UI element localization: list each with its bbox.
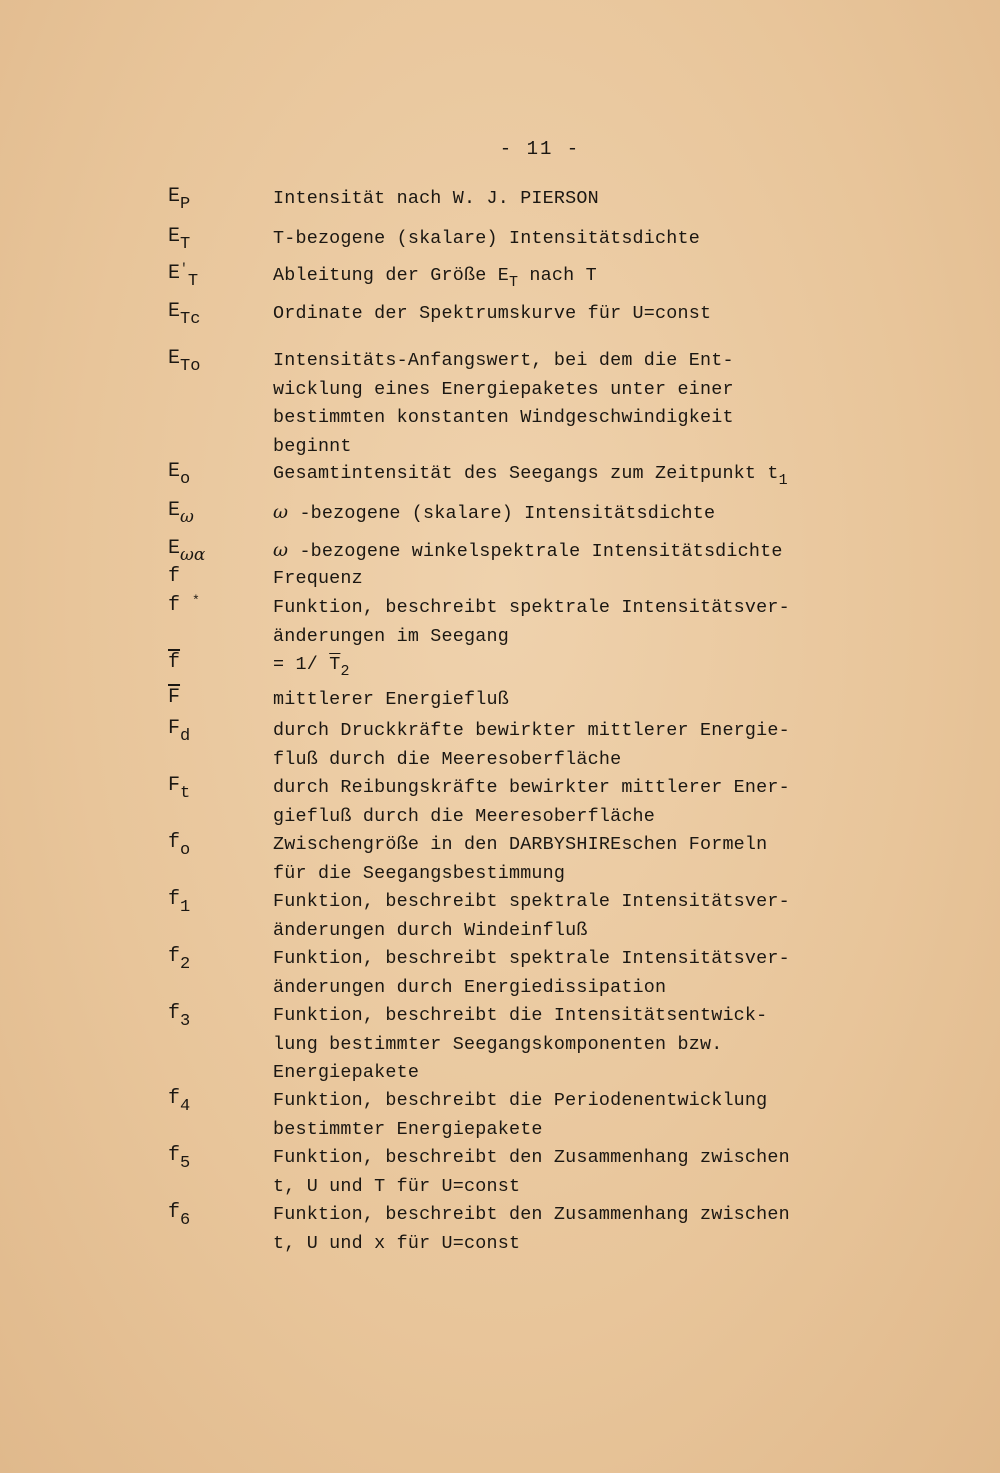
entry-description bbox=[273, 945, 833, 1002]
description-line: mittlerer Energiefluß bbox=[273, 689, 509, 710]
entry-description bbox=[273, 831, 833, 888]
entry-symbol: $f_3$ bbox=[168, 1002, 191, 1031]
description-line: ω -bezogene (skalare) Intensitätsdichte bbox=[273, 502, 716, 524]
entry-description bbox=[273, 888, 833, 945]
entry-symbol: $f_o$ bbox=[168, 831, 191, 860]
description-line: Funktion, beschreibt den Zusammenhang zwischen bbox=[273, 1204, 790, 1225]
entry-description bbox=[273, 717, 833, 774]
description-line: Funktion, beschreibt spektrale Intensitätsver- bbox=[273, 891, 790, 912]
description-line: = 1/ $\overline{T}_2$ bbox=[273, 654, 350, 680]
entry-description bbox=[273, 537, 833, 566]
description-line: änderungen durch Energiedissipation bbox=[273, 976, 667, 998]
description-line: ω -bezogene winkelspektrale Intensitätsdichte bbox=[273, 540, 783, 562]
entry-symbol: $f_2$ bbox=[168, 945, 191, 974]
description-line: t, U und T für U=const bbox=[273, 1175, 521, 1197]
entry-symbol: $f_6$ bbox=[168, 1201, 191, 1230]
entry-description bbox=[273, 225, 833, 254]
entry-symbol: $E_{Tc}$ bbox=[168, 300, 201, 329]
entry-description bbox=[273, 347, 833, 461]
entry-symbol: f * bbox=[168, 593, 200, 617]
entry-symbol: $E_{\omega\alpha}$ bbox=[168, 537, 206, 565]
entry-description bbox=[273, 1201, 833, 1258]
entry-description bbox=[273, 1087, 833, 1144]
description-line: Ordinate der Spektrumskurve für U=const bbox=[273, 303, 712, 324]
entry-description bbox=[273, 300, 833, 329]
description-line: Frequenz bbox=[273, 568, 363, 589]
entry-description bbox=[273, 594, 833, 651]
entry-description bbox=[273, 651, 833, 680]
entry-symbol: $F_t$ bbox=[168, 774, 191, 803]
entry-description bbox=[273, 686, 833, 715]
entry-symbol: $E_P$ bbox=[168, 185, 191, 214]
description-line: bestimmten konstanten Windgeschwindigkeit bbox=[273, 407, 734, 428]
description-line: änderungen durch Windeinfluß bbox=[273, 919, 588, 941]
entry-description bbox=[273, 499, 833, 528]
entry-symbol: $E_T$ bbox=[168, 225, 191, 254]
description-line: Zwischengröße in den DARBYSHIREschen Formeln bbox=[273, 834, 768, 855]
description-line: fluß durch die Meeresoberfläche bbox=[273, 748, 622, 770]
description-line: änderungen im Seegang bbox=[273, 625, 509, 647]
entry-symbol: $E_{To}$ bbox=[168, 347, 201, 376]
entry-symbol: $\overline{F}$ bbox=[168, 686, 181, 709]
description-line: beginnt bbox=[273, 435, 352, 457]
entry-description bbox=[273, 774, 833, 831]
description-line: für die Seegangsbestimmung bbox=[273, 862, 566, 884]
description-line: bestimmter Energiepakete bbox=[273, 1118, 543, 1140]
description-line: Funktion, beschreibt spektrale Intensitätsver- bbox=[273, 597, 790, 618]
description-line: Funktion, beschreibt den Zusammenhang zwischen bbox=[273, 1147, 790, 1168]
entry-description bbox=[273, 262, 833, 291]
description-line: durch Reibungskräfte bewirkter mittlerer Ener- bbox=[273, 777, 790, 798]
entry-symbol: $\overline{f}$ bbox=[168, 651, 181, 674]
entry-symbol: $F_d$ bbox=[168, 717, 191, 746]
entry-description bbox=[273, 1144, 833, 1201]
description-line: Ableitung der Größe $E_T$ nach T bbox=[273, 265, 597, 291]
entry-symbol: $f_4$ bbox=[168, 1087, 191, 1116]
description-line: T-bezogene (skalare) Intensitätsdichte bbox=[273, 228, 700, 249]
description-line: Intensitäts-Anfangswert, bei dem die Ent- bbox=[273, 350, 734, 371]
description-line: Intensität nach W. J. PIERSON bbox=[273, 188, 599, 209]
entry-description bbox=[273, 460, 833, 489]
entry-symbol: $f_5$ bbox=[168, 1144, 191, 1173]
description-line: Energiepakete bbox=[273, 1062, 420, 1083]
description-line: Gesamtintensität des Seegangs zum Zeitpunkt $t_1$ bbox=[273, 463, 788, 489]
entry-symbol: $E_\omega$ bbox=[168, 499, 194, 527]
description-line: Funktion, beschreibt die Intensitätsentwick- bbox=[273, 1005, 768, 1026]
page-number: - 11 - bbox=[499, 138, 581, 160]
entry-description bbox=[273, 1002, 833, 1088]
description-line: t, U und x für U=const bbox=[273, 1232, 521, 1254]
entry-symbol: $E_o$ bbox=[168, 460, 191, 489]
description-line: giefluß durch die Meeresoberfläche bbox=[273, 805, 656, 827]
description-line: wicklung eines Energiepaketes unter einer bbox=[273, 378, 734, 400]
description-line: durch Druckkräfte bewirkter mittlerer Energie- bbox=[273, 720, 790, 741]
entry-symbol: f bbox=[168, 565, 181, 588]
description-line: lung bestimmter Seegangskomponenten bzw. bbox=[273, 1033, 723, 1055]
entry-symbol: $E'_T$ bbox=[168, 261, 199, 291]
entry-description bbox=[273, 185, 833, 214]
description-line: Funktion, beschreibt die Periodenentwicklung bbox=[273, 1090, 768, 1111]
entry-symbol: $f_1$ bbox=[168, 888, 191, 917]
description-line: Funktion, beschreibt spektrale Intensitätsver- bbox=[273, 948, 790, 969]
entry-description bbox=[273, 565, 833, 594]
